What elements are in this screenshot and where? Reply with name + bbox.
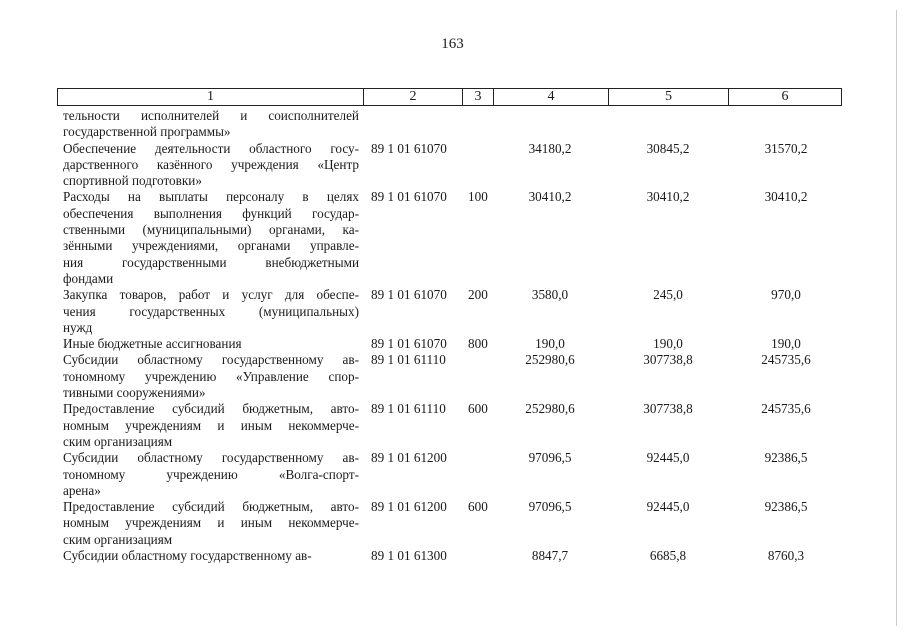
description-line: государственной программы»	[63, 124, 231, 140]
row-value-2: 30410,2	[646, 189, 690, 205]
row-description	[63, 450, 359, 499]
row-code: 89 1 01 61110	[371, 352, 446, 368]
table-row	[0, 548, 905, 564]
row-description	[63, 336, 359, 352]
row-value-1: 252980,6	[525, 401, 575, 417]
description-line: нужд	[63, 319, 93, 335]
description-line: дарственного казённого учреждения «Центр	[63, 156, 359, 172]
description-line: номным учреждениям и иным некоммерче-	[63, 515, 359, 531]
row-expense-type: 800	[468, 336, 488, 352]
row-expense-type: 600	[468, 499, 488, 515]
row-code: 89 1 01 61070	[371, 287, 447, 303]
description-line: Иные бюджетные ассигнования	[63, 336, 242, 352]
table-body	[0, 108, 905, 564]
row-value-1: 97096,5	[528, 450, 572, 466]
row-code: 89 1 01 61300	[371, 548, 447, 564]
description-line: Предоставление субсидий бюджетным, авто-	[63, 499, 359, 515]
table-row	[0, 141, 905, 190]
description-line: тономному учреждению «Управление спор-	[63, 368, 359, 384]
row-code: 89 1 01 61070	[371, 189, 447, 205]
row-value-3: 190,0	[771, 336, 801, 352]
description-line: тивными сооружениями»	[63, 385, 206, 401]
description-line: Субсидии областному государственному ав-	[63, 548, 312, 564]
row-code: 89 1 01 61200	[371, 450, 447, 466]
row-value-1: 190,0	[535, 336, 565, 352]
header-col-5: 5	[609, 89, 729, 105]
header-col-3: 3	[463, 89, 494, 105]
description-line: арена»	[63, 482, 101, 498]
table-row	[0, 287, 905, 336]
table-row	[0, 450, 905, 499]
row-value-3: 245735,6	[761, 352, 811, 368]
description-line: спортивной подготовки»	[63, 173, 202, 189]
table-row	[0, 499, 905, 548]
header-col-4: 4	[494, 89, 609, 105]
description-line: зёнными учреждениями, органами управле-	[63, 238, 359, 254]
table-header	[57, 88, 842, 106]
header-col-2: 2	[364, 89, 463, 105]
description-line: ским организациям	[63, 433, 173, 449]
description-line: Субсидии областному государственному ав-	[63, 352, 359, 368]
description-line: ственными (муниципальными) органами, ка-	[63, 222, 359, 238]
table-row	[0, 108, 905, 141]
description-line: тономному учреждению «Волга-спорт-	[63, 466, 359, 482]
row-description	[63, 108, 359, 141]
description-line: номным учреждениям и иным некоммерче-	[63, 417, 359, 433]
description-line: ским организациям	[63, 531, 173, 547]
table-row	[0, 189, 905, 287]
row-value-2: 307738,8	[643, 352, 693, 368]
table-row	[0, 336, 905, 352]
row-description	[63, 287, 359, 336]
row-expense-type: 200	[468, 287, 488, 303]
row-value-2: 245,0	[653, 287, 683, 303]
row-description	[63, 189, 359, 287]
row-expense-type: 600	[468, 401, 488, 417]
row-value-2: 30845,2	[646, 140, 690, 156]
row-code: 89 1 01 61110	[371, 401, 446, 417]
row-code: 89 1 01 61070	[371, 336, 447, 352]
header-col-1: 1	[58, 89, 364, 105]
row-value-1: 34180,2	[528, 140, 572, 156]
row-description	[63, 352, 359, 401]
row-value-2: 92445,0	[646, 499, 690, 515]
header-col-6: 6	[781, 89, 789, 104]
row-value-1: 252980,6	[525, 352, 575, 368]
row-value-3: 8760,3	[767, 548, 805, 564]
description-line: Обеспечение деятельности областного госу-	[63, 140, 359, 156]
row-value-2: 92445,0	[646, 450, 690, 466]
row-description	[63, 401, 359, 450]
row-description	[63, 548, 359, 564]
row-value-1: 8847,7	[531, 548, 569, 564]
table-row	[0, 401, 905, 450]
row-value-1: 97096,5	[528, 499, 572, 515]
row-value-2: 190,0	[653, 336, 683, 352]
row-value-3: 92386,5	[764, 450, 808, 466]
row-description	[63, 141, 359, 190]
row-value-3: 970,0	[771, 287, 801, 303]
table-row	[0, 352, 905, 401]
description-line: ния государственными внебюджетными	[63, 254, 359, 270]
row-code: 89 1 01 61070	[371, 140, 447, 156]
page-edge-line	[886, 10, 897, 626]
row-value-2: 307738,8	[643, 401, 693, 417]
description-line: обеспечения выполнения функций государ-	[63, 205, 359, 221]
row-value-1: 30410,2	[528, 189, 572, 205]
page-number: 163	[441, 36, 464, 52]
row-value-3: 31570,2	[764, 140, 808, 156]
description-line: Субсидии областному государственному ав-	[63, 450, 359, 466]
row-value-3: 92386,5	[764, 499, 808, 515]
description-line: Закупка товаров, работ и услуг для обеспе-	[63, 287, 359, 303]
row-code: 89 1 01 61200	[371, 499, 447, 515]
row-value-2: 6685,8	[649, 548, 687, 564]
row-value-3: 30410,2	[764, 189, 808, 205]
description-line: Расходы на выплаты персоналу в целях	[63, 189, 359, 205]
description-line: Предоставление субсидий бюджетным, авто-	[63, 401, 359, 417]
description-line: чения государственных (муниципальных)	[63, 303, 359, 319]
row-value-1: 3580,0	[531, 287, 569, 303]
row-description	[63, 499, 359, 548]
description-line: фондами	[63, 270, 114, 286]
description-line: тельности исполнителей и соисполнителей	[63, 108, 359, 123]
row-expense-type: 100	[468, 189, 488, 205]
row-value-3: 245735,6	[761, 401, 811, 417]
